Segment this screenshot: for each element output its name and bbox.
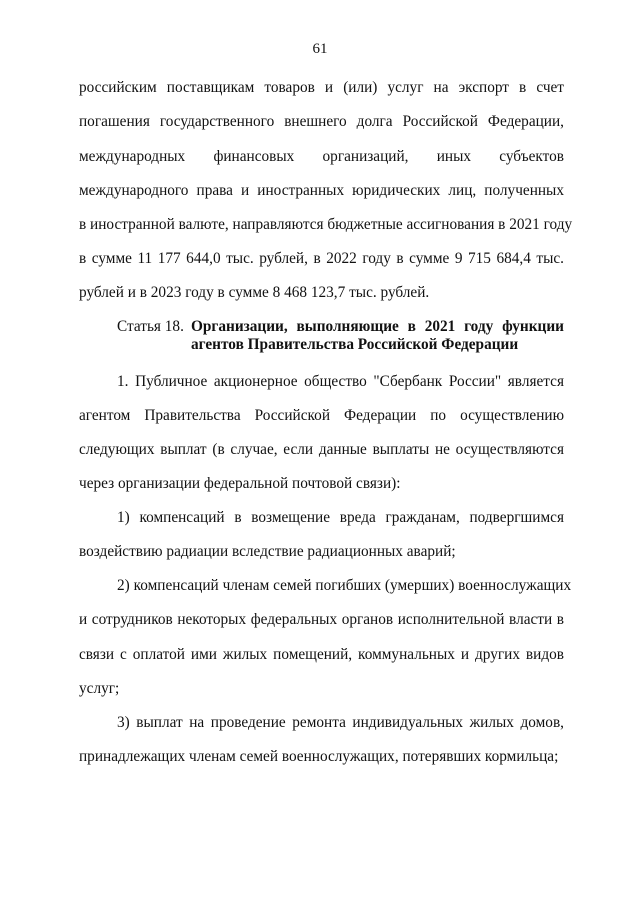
- paragraph-2-line-4: через организации федеральной почтовой связи):: [79, 475, 401, 492]
- item-3-line-1: 3) выплат на проведение ремонта индивидуальных жилых домов,: [117, 714, 564, 731]
- paragraph-2-line-3: следующих выплат (в случае, если данные выплаты не осуществляются: [79, 441, 564, 458]
- paragraph-2-line-2: агентом Правительства Российской Федерации по осуществлению: [79, 407, 564, 424]
- paragraph-1-line-7: рублей и в 2023 году в сумме 8 468 123,7 тыс. рублей.: [79, 284, 430, 301]
- paragraph-1-line-6: в сумме 11 177 644,0 тыс. рублей, в 2022 году в сумме 9 715 684,4 тыс.: [79, 250, 564, 267]
- paragraph-1-line-3: международных финансовых организаций, иных субъектов: [79, 148, 564, 165]
- paragraph-1-line-5: в иностранной валюте, направляются бюджетные ассигнования в 2021 году: [79, 216, 573, 233]
- article-title-line-2: агентов Правительства Российской Федерации: [191, 336, 519, 353]
- item-1-line-1: 1) компенсаций в возмещение вреда гражданам, подвергшимся: [117, 509, 564, 526]
- paragraph-1-line-2: погашения государственного внешнего долга Российской Федерации,: [79, 113, 564, 130]
- article-label: Статья 18.: [117, 318, 184, 335]
- item-3-line-2: принадлежащих членам семей военнослужащих, потерявших кормильца;: [79, 748, 559, 765]
- paragraph-1-line-4: международного права и иностранных юридических лиц, полученных: [79, 182, 564, 199]
- paragraph-1-line-1: российским поставщикам товаров и (или) услуг на экспорт в счет: [79, 79, 564, 96]
- article-title-line-1: Организации, выполняющие в 2021 году функции: [191, 318, 564, 335]
- article-title: [191, 318, 564, 354]
- item-2-line-3: связи с оплатой ими жилых помещений, коммунальных и других видов: [79, 646, 564, 663]
- item-2-line-1: 2) компенсаций членам семей погибших (умерших) военнослужащих: [117, 577, 572, 594]
- item-2-line-4: услуг;: [79, 680, 120, 697]
- paragraph-2-line-1: 1. Публичное акционерное общество "Сбербанк России" является: [117, 373, 564, 390]
- page-number: 61: [312, 41, 328, 57]
- item-1-line-2: воздействию радиации вследствие радиационных аварий;: [79, 543, 456, 560]
- item-2-line-2: и сотрудников некоторых федеральных органов исполнительной власти в: [79, 611, 564, 628]
